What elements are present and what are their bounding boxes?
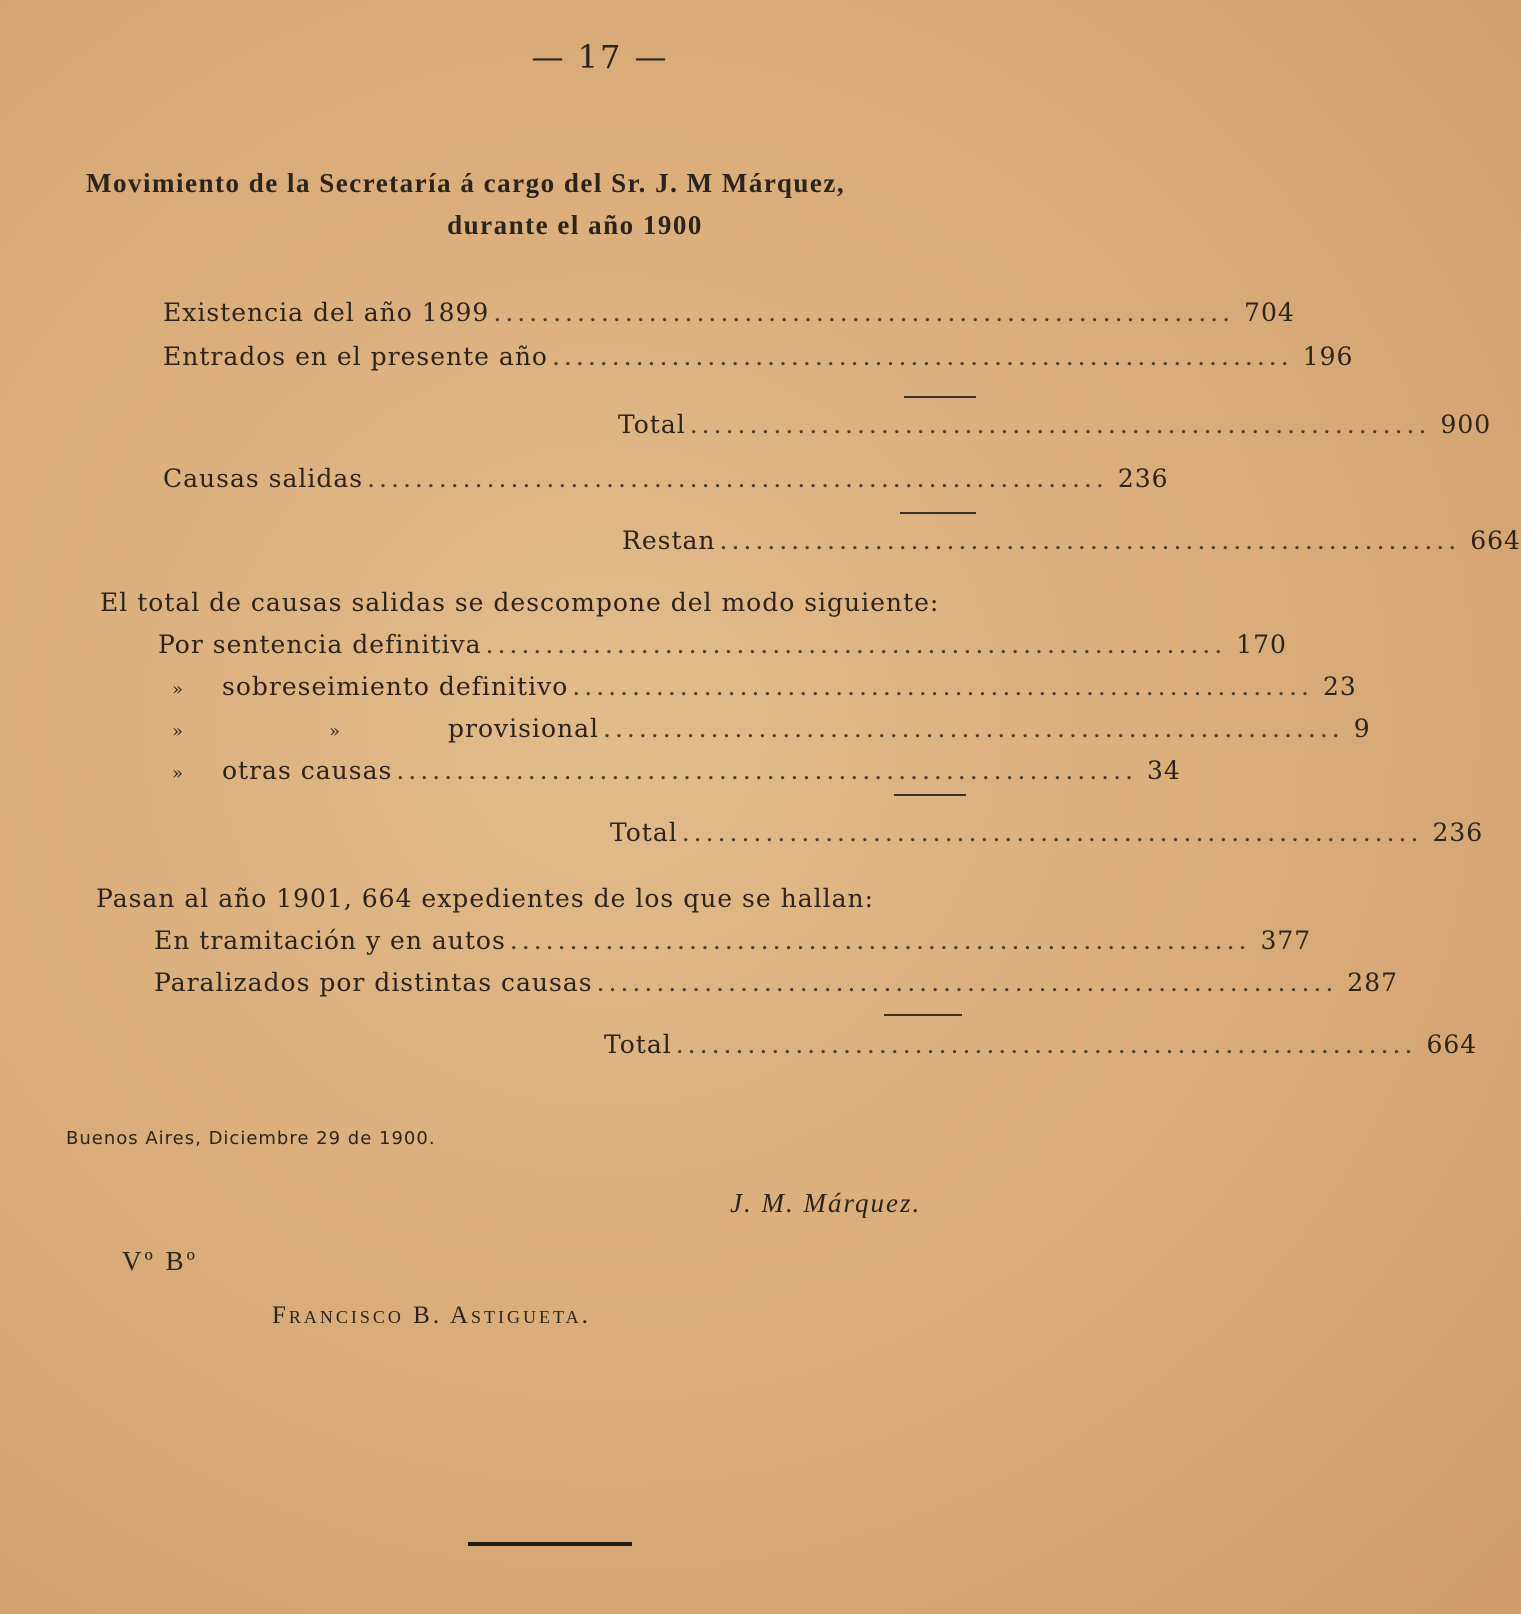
leader-dots: .............................................................. [675,1030,1417,1059]
leader-dots: .............................................................. [367,464,1108,493]
pending-total-label: Total [604,1030,672,1059]
breakdown-value: 9 [1353,714,1371,743]
leader-dots: .............................................................. [493,298,1235,327]
restan-row [622,526,1521,555]
sum-rule [884,1014,962,1016]
breakdown-value: 34 [1147,756,1181,785]
entrados-value: 196 [1302,342,1354,371]
breakdown-label: sobreseimiento definitivo [222,672,569,701]
breakdown-row [158,630,1287,659]
breakdown-total-label: Total [610,818,678,847]
movement-total-label: Total [618,410,686,439]
entrados-row [163,342,1354,371]
breakdown-total-row [610,818,1484,847]
breakdown-total-value: 236 [1432,818,1484,847]
leader-dots: .............................................................. [551,342,1293,371]
leader-dots: .............................................................. [396,756,1138,785]
breakdown-row [172,756,1181,785]
leader-dots: .............................................................. [603,714,1344,743]
sum-rule [894,794,966,796]
pending-label: En tramitación y en autos [154,926,506,955]
movement-total-value: 900 [1440,410,1492,439]
existencia-label: Existencia del año 1899 [163,298,490,327]
leader-dots: .............................................................. [485,630,1227,659]
breakdown-label-wrap [172,672,568,701]
approval-mark: Vº Bº [122,1246,199,1276]
pending-total-row [604,1030,1478,1059]
entrados-label: Entrados en el presente año [163,342,548,371]
pending-label: Paralizados por distintas causas [154,968,593,997]
leader-dots: .............................................................. [572,672,1313,701]
ditto-mark: » [172,763,185,784]
difference-rule [900,512,976,514]
pending-value: 287 [1347,968,1399,997]
breakdown-label: Por sentencia definitiva [158,630,482,659]
leader-dots: .............................................................. [689,410,1431,439]
breakdown-intro: El total de causas salidas se descompone del modo siguiente: [100,588,940,617]
breakdown-value: 23 [1322,672,1357,701]
signature: J. M. Márquez. [730,1188,922,1218]
restan-value: 664 [1470,526,1521,555]
breakdown-label: otras causas [222,756,393,785]
existencia-value: 704 [1244,298,1295,327]
pending-row [154,926,1312,955]
ditto-mark: » [172,721,185,742]
ditto-mark: » [328,721,341,742]
page-number: — 17 — [531,38,669,76]
breakdown-row [172,714,1371,743]
leader-dots: .............................................................. [681,818,1423,847]
ditto-mark: » [172,679,185,700]
salidas-label: Causas salidas [163,464,364,493]
pending-total-value: 664 [1426,1030,1478,1059]
pending-row [154,968,1399,997]
place-date: Buenos Aires, Diciembre 29 de 1900. [66,1128,436,1149]
restan-label: Restan [622,526,716,555]
leader-dots: .............................................................. [596,968,1338,997]
existencia-row [163,298,1295,327]
salidas-value: 236 [1117,464,1169,493]
salidas-row [163,464,1169,493]
breakdown-label: provisional [448,714,600,743]
breakdown-value: 170 [1236,630,1287,659]
pending-intro: Pasan al año 1901, 664 expedientes de los que se hallan: [96,884,875,913]
movement-total-row [618,410,1492,439]
leader-dots: .............................................................. [509,926,1251,955]
breakdown-label-wrap [172,756,392,785]
breakdown-row [172,672,1357,701]
breakdown-label-wrap [172,714,599,743]
approver-name: Francisco B. Astigueta. [272,1302,591,1329]
document-title-line-1: Movimiento de la Secretaría á cargo del Sr. J. M Márquez, [86,168,846,198]
leader-dots: .............................................................. [719,526,1461,555]
end-rule [468,1542,632,1546]
pending-value: 377 [1260,926,1312,955]
sum-rule [904,396,976,398]
document-title-line-2: durante el año 1900 [447,210,703,240]
